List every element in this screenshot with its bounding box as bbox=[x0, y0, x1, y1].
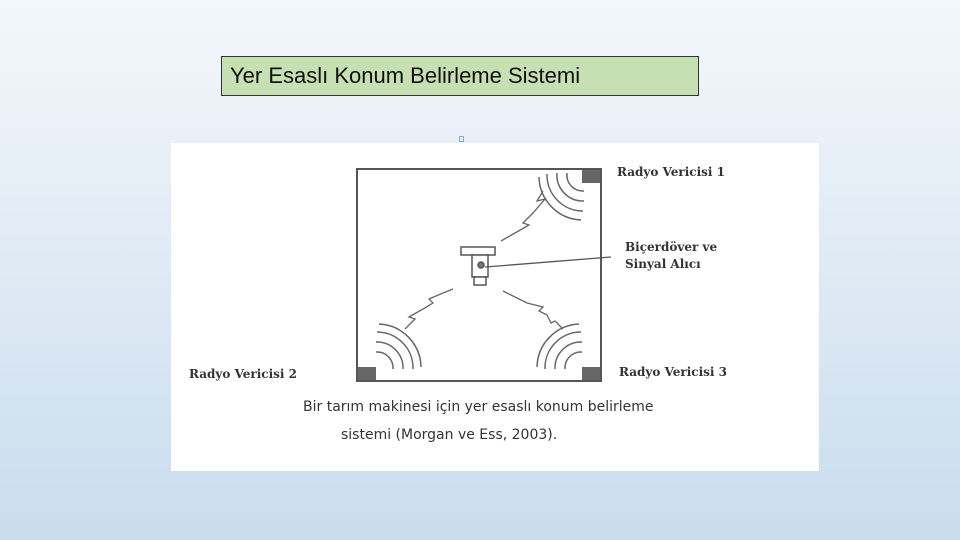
transmitter-3-label: Radyo Vericisi 3 bbox=[619, 365, 727, 379]
transmitter-1-label: Radyo Vericisi 1 bbox=[617, 165, 725, 179]
transmitter-1-waves bbox=[539, 173, 584, 220]
transmitter-1-block bbox=[582, 170, 600, 183]
receiver-label-line1: Biçerdöver ve bbox=[625, 240, 718, 254]
figure-caption-line2: sistemi (Morgan ve Ess, 2003). bbox=[341, 427, 558, 443]
small-marker bbox=[459, 136, 464, 142]
receiver-pointer bbox=[485, 257, 611, 267]
slide-title: Yer Esaslı Konum Belirleme Sistemi bbox=[221, 56, 699, 96]
positioning-system-figure bbox=[171, 143, 819, 471]
transmitter-2-waves bbox=[376, 324, 421, 369]
receiver-label-line2: Sinyal Alıcı bbox=[625, 257, 701, 271]
transmitter-3-waves bbox=[537, 324, 582, 369]
transmitter-3-block bbox=[582, 367, 600, 380]
figure-caption-line1: Bir tarım makinesi için yer esaslı konum belirleme bbox=[303, 399, 654, 415]
field-diagram bbox=[171, 143, 819, 471]
transmitter-2-label: Radyo Vericisi 2 bbox=[189, 367, 297, 381]
transmitter-2-block bbox=[358, 367, 376, 380]
